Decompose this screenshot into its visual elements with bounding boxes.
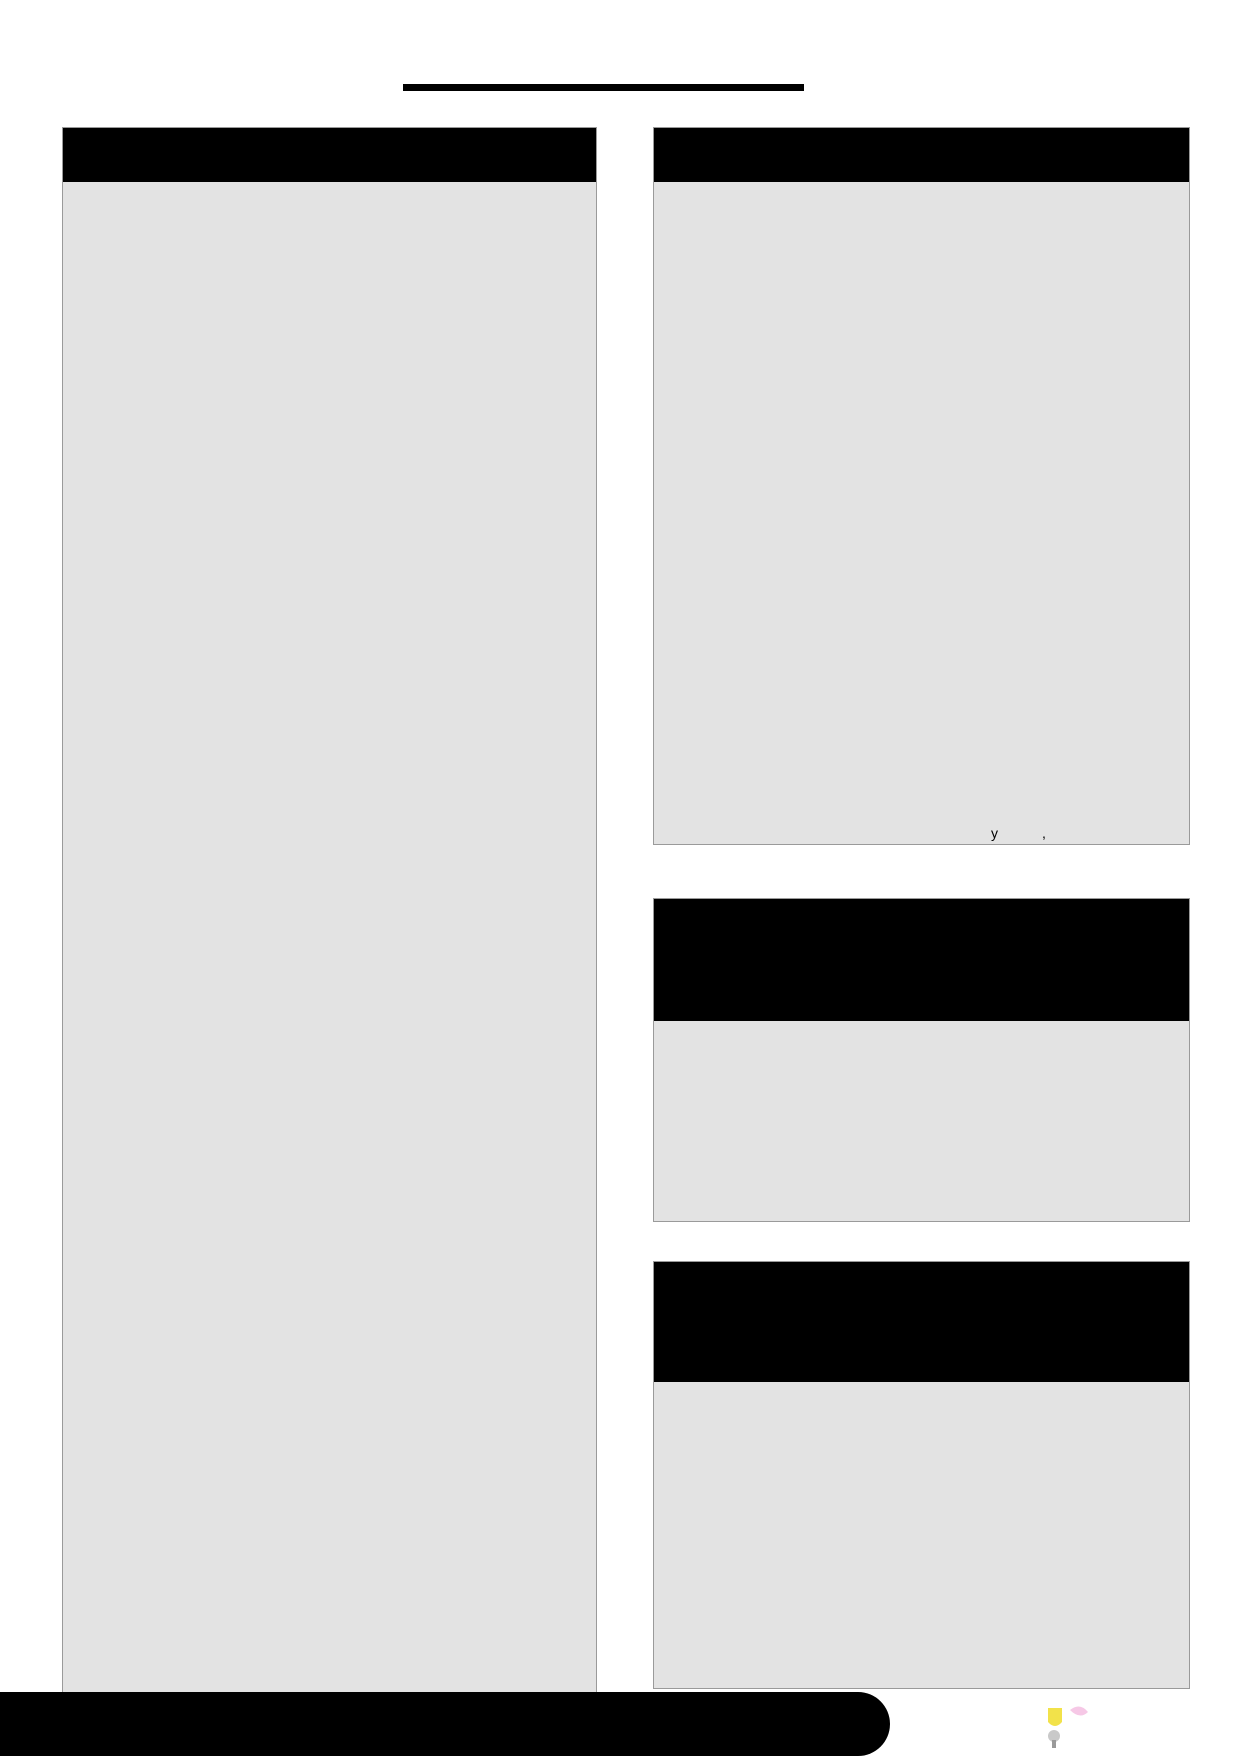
title-underline <box>403 84 804 91</box>
logo-icon <box>1030 1700 1100 1750</box>
footer-banner <box>0 1692 890 1756</box>
visible-fragment: , <box>1042 825 1046 841</box>
right-top-panel <box>653 127 1190 845</box>
right-middle-heading-line2 <box>654 921 1189 931</box>
left-panel-heading <box>63 128 596 182</box>
page-title <box>220 20 1020 80</box>
right-middle-heading <box>654 899 1189 1021</box>
right-bottom-panel <box>653 1261 1190 1689</box>
right-middle-heading-line1 <box>654 899 1189 921</box>
right-bottom-heading-line1 <box>654 1262 1189 1284</box>
left-panel <box>62 127 597 1694</box>
right-bottom-heading-line2 <box>654 1284 1189 1294</box>
right-bottom-heading <box>654 1262 1189 1382</box>
right-middle-panel <box>653 898 1190 1222</box>
right-top-heading <box>654 128 1189 182</box>
visible-fragment: y <box>991 825 998 841</box>
